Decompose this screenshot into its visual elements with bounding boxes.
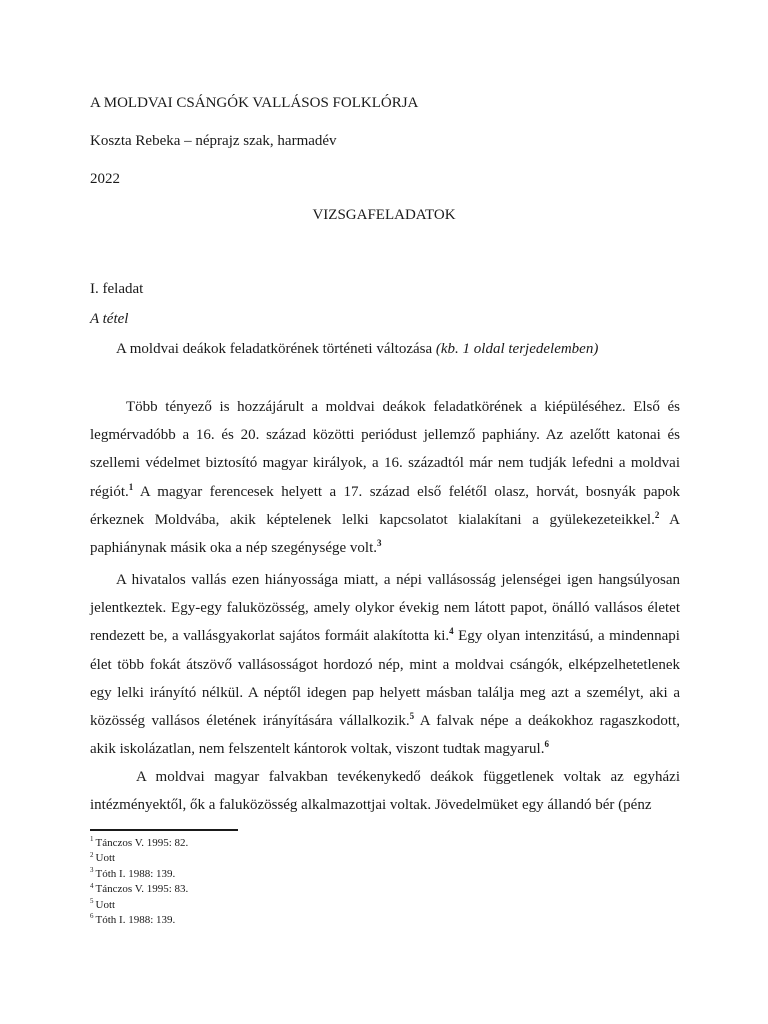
paragraph-text: Egy olyan intenzitású, a mindennapi élet több fokát átszövő vallásosságot hordozó nép, mint a moldvai csángók, elképzelhetetlenek egy lelki irányító nélkül. A néptől idegen pap helyett másban találja meg azt a személyt, aki a közösség vallásos életének irányítására vállalkozik. xyxy=(90,628,680,730)
paragraph-text: A falvak népe a deákokhoz ragaszkodott, akik iskolázatlan, nem felszentelt kántorok voltak, viszont tudtak magyarul. xyxy=(90,713,681,758)
footnote-text: Tóth I. 1988: 139. xyxy=(95,867,176,880)
paragraph-text: Több tényező is hozzájárult a moldvai deákok feladatkörének a kiépüléséhez. Első és legmérvadóbb a 16. és 20. század közötti periódust jellemző paphiány. Az azelőtt katonai és szellemi védelmet biztosító magyar királyok, a 16. századtól már nem tudják lefedni a moldvai régiót. xyxy=(90,399,680,500)
body-paragraph-2 xyxy=(90,566,680,763)
footnote-text: Tóth I. 1988: 139. xyxy=(95,914,176,927)
footnote-number: 2 xyxy=(90,850,94,859)
footnote-item xyxy=(90,913,188,928)
document-title: A MOLDVAI CSÁNGÓK VALLÁSOS FOLKLÓRJA xyxy=(90,95,419,111)
task-prompt xyxy=(116,340,598,358)
footnote-ref-4[interactable]: 4 xyxy=(449,626,454,637)
footnote-ref-1[interactable]: 1 xyxy=(128,481,134,492)
paragraph-text: A paphiánynak másik oka a nép szegénysége volt. xyxy=(90,511,680,557)
author-line: Koszta Rebeka – néprajz szak, harmadév xyxy=(90,133,337,149)
year-line: 2022 xyxy=(90,171,120,187)
footnote-number: 3 xyxy=(90,866,94,875)
task-label: I. feladat xyxy=(90,281,144,297)
footnote-number: 4 xyxy=(90,881,94,890)
footnote-list xyxy=(90,836,188,928)
footnote-item xyxy=(90,836,188,851)
thesis-label: A tétel xyxy=(90,311,129,327)
task-prompt-text: A moldvai deákok feladatkörének történeti változása xyxy=(116,341,433,357)
paragraph-text: A magyar ferencesek helyett a 17. század első felétől olasz, horvát, bosnyák papok érkeznek Moldvába, akik képtelenek lelki kapcsolatot kialakítani a gyülekezeteikkel. xyxy=(90,483,680,528)
paragraph-text: A moldvai magyar falvakban tevékenykedő deákok függetlenek voltak az egyházi intézményektől, ők a faluközösség alkalmazottjai voltak. Jövedelmüket egy állandó bér (pénz xyxy=(90,769,680,814)
footnote-item xyxy=(90,898,188,913)
footnote-number: 1 xyxy=(90,835,94,844)
body-paragraph-3 xyxy=(90,763,680,819)
footnote-text: Tánczos V. 1995: 83. xyxy=(95,883,189,896)
footnote-text: Uott xyxy=(95,898,116,911)
footnote-number: 5 xyxy=(90,896,94,905)
footnote-ref-3[interactable]: 3 xyxy=(377,538,382,549)
footnote-text: Uott xyxy=(95,852,116,865)
footnote-text: Tánczos V. 1995: 82. xyxy=(95,837,189,849)
footnote-item xyxy=(90,867,188,882)
task-prompt-note: (kb. 1 oldal terjedelemben) xyxy=(435,341,599,357)
footnote-item xyxy=(90,882,188,897)
footnote-item xyxy=(90,851,188,866)
footnote-separator xyxy=(90,829,238,831)
paragraph-text: A hivatalos vallás ezen hiányossága miatt, a népi vallásosság jelenségei igen hangsúlyosan jelentkeztek. Egy-egy faluközösség, amely olykor évekig nem látott papot, önálló vallásos életet rendezett be, a vallásgyakorlat sajátos formáit alakította ki. xyxy=(90,572,680,645)
footnote-ref-5[interactable]: 5 xyxy=(409,711,415,722)
footnote-ref-6[interactable]: 6 xyxy=(544,739,549,750)
footnote-number: 6 xyxy=(90,912,94,921)
footnote-ref-2[interactable]: 2 xyxy=(654,509,660,520)
body-paragraph-1 xyxy=(90,393,680,562)
section-heading: VIZSGAFELADATOK xyxy=(312,207,456,223)
